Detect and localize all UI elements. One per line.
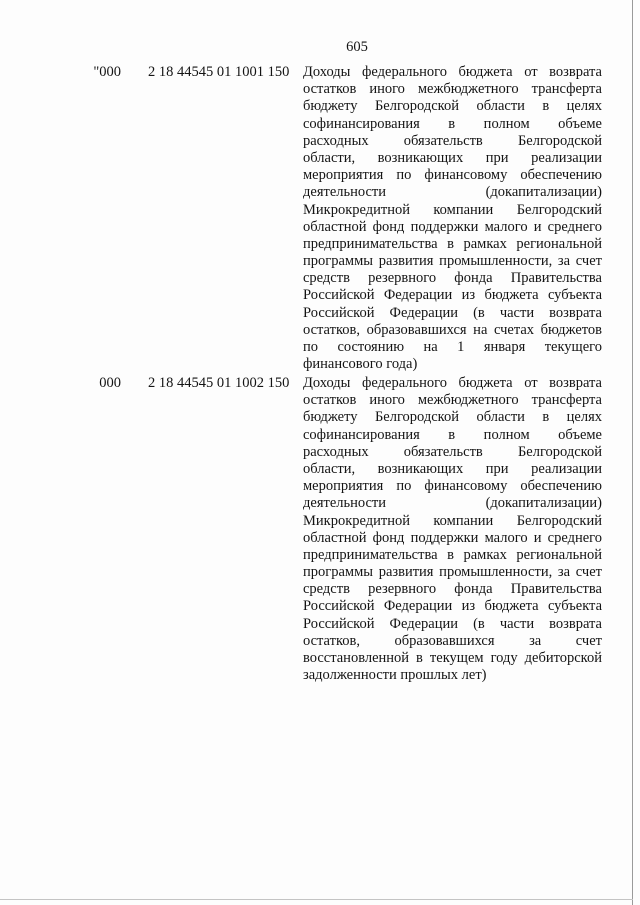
description-line: бюджету Белгородской области в целях bbox=[303, 409, 602, 426]
description-line: Микрокредитной компании Белгородский bbox=[303, 201, 602, 218]
description-line: программы развития промышленности, за счет bbox=[303, 564, 602, 581]
description-line: Доходы федерального бюджета от возврата bbox=[303, 64, 602, 80]
description-line: Доходы федерального бюджета от возврата bbox=[303, 375, 602, 391]
page-number: 605 bbox=[346, 39, 368, 55]
budget-classification-code: 2 18 44545 01 1001 150 bbox=[148, 64, 290, 80]
description-line: восстановленной в текущем году дебиторской bbox=[303, 650, 602, 666]
description-line: программы развития промышленности, за счет bbox=[303, 253, 602, 270]
description-line: по состоянию на 1 января текущего bbox=[303, 339, 602, 355]
description-line: расходных обязательств Белгородской bbox=[303, 443, 602, 460]
description-line: задолженности прошлых лет) bbox=[303, 667, 487, 684]
description-line: остатков, образовавшихся на счетах бюджетов bbox=[303, 321, 602, 338]
description-line: остатков иного межбюджетного трансферта bbox=[303, 392, 602, 409]
description-line: остатков иного межбюджетного трансферта bbox=[303, 81, 602, 98]
description-line: деятельности (докапитализации) bbox=[303, 184, 602, 201]
description-line: софинансирования в полном объеме bbox=[303, 426, 602, 443]
description-line: мероприятия по финансовому обеспечению bbox=[303, 167, 602, 184]
description-line: области, возникающих при реализации bbox=[303, 149, 602, 166]
description-line: предпринимательства в рамках региональной bbox=[303, 235, 602, 252]
description-line: Российской Федерации (в части возврата bbox=[303, 304, 602, 321]
description-line: остатков, образовавшихся за счет bbox=[303, 632, 602, 649]
admin-code: 000 bbox=[99, 375, 121, 391]
income-description bbox=[303, 375, 602, 684]
description-line: областной фонд поддержки малого и среднего bbox=[303, 529, 602, 546]
description-line: областной фонд поддержки малого и среднего bbox=[303, 218, 602, 235]
description-line: расходных обязательств Белгородской bbox=[303, 132, 602, 149]
description-line: Российской Федерации из бюджета субъекта bbox=[303, 287, 602, 304]
description-line: софинансирования в полном объеме bbox=[303, 115, 602, 132]
description-line: предпринимательства в рамках региональной bbox=[303, 546, 602, 563]
description-line: области, возникающих при реализации bbox=[303, 460, 602, 477]
description-line: Российской Федерации из бюджета субъекта bbox=[303, 598, 602, 615]
admin-code: "000 bbox=[93, 64, 121, 80]
description-line: финансового года) bbox=[303, 356, 418, 373]
description-line: средств резервного фонда Правительства bbox=[303, 270, 602, 287]
description-line: мероприятия по финансовому обеспечению bbox=[303, 478, 602, 495]
description-line: Российской Федерации (в части возврата bbox=[303, 615, 602, 632]
scan-border-bottom bbox=[0, 899, 633, 900]
description-line: средств резервного фонда Правительства bbox=[303, 581, 602, 598]
description-line: Микрокредитной компании Белгородский bbox=[303, 512, 602, 529]
budget-classification-code: 2 18 44545 01 1002 150 bbox=[148, 375, 290, 391]
description-line: деятельности (докапитализации) bbox=[303, 495, 602, 512]
income-description bbox=[303, 64, 602, 373]
description-line: бюджету Белгородской области в целях bbox=[303, 98, 602, 115]
scan-border-right bbox=[632, 0, 633, 905]
